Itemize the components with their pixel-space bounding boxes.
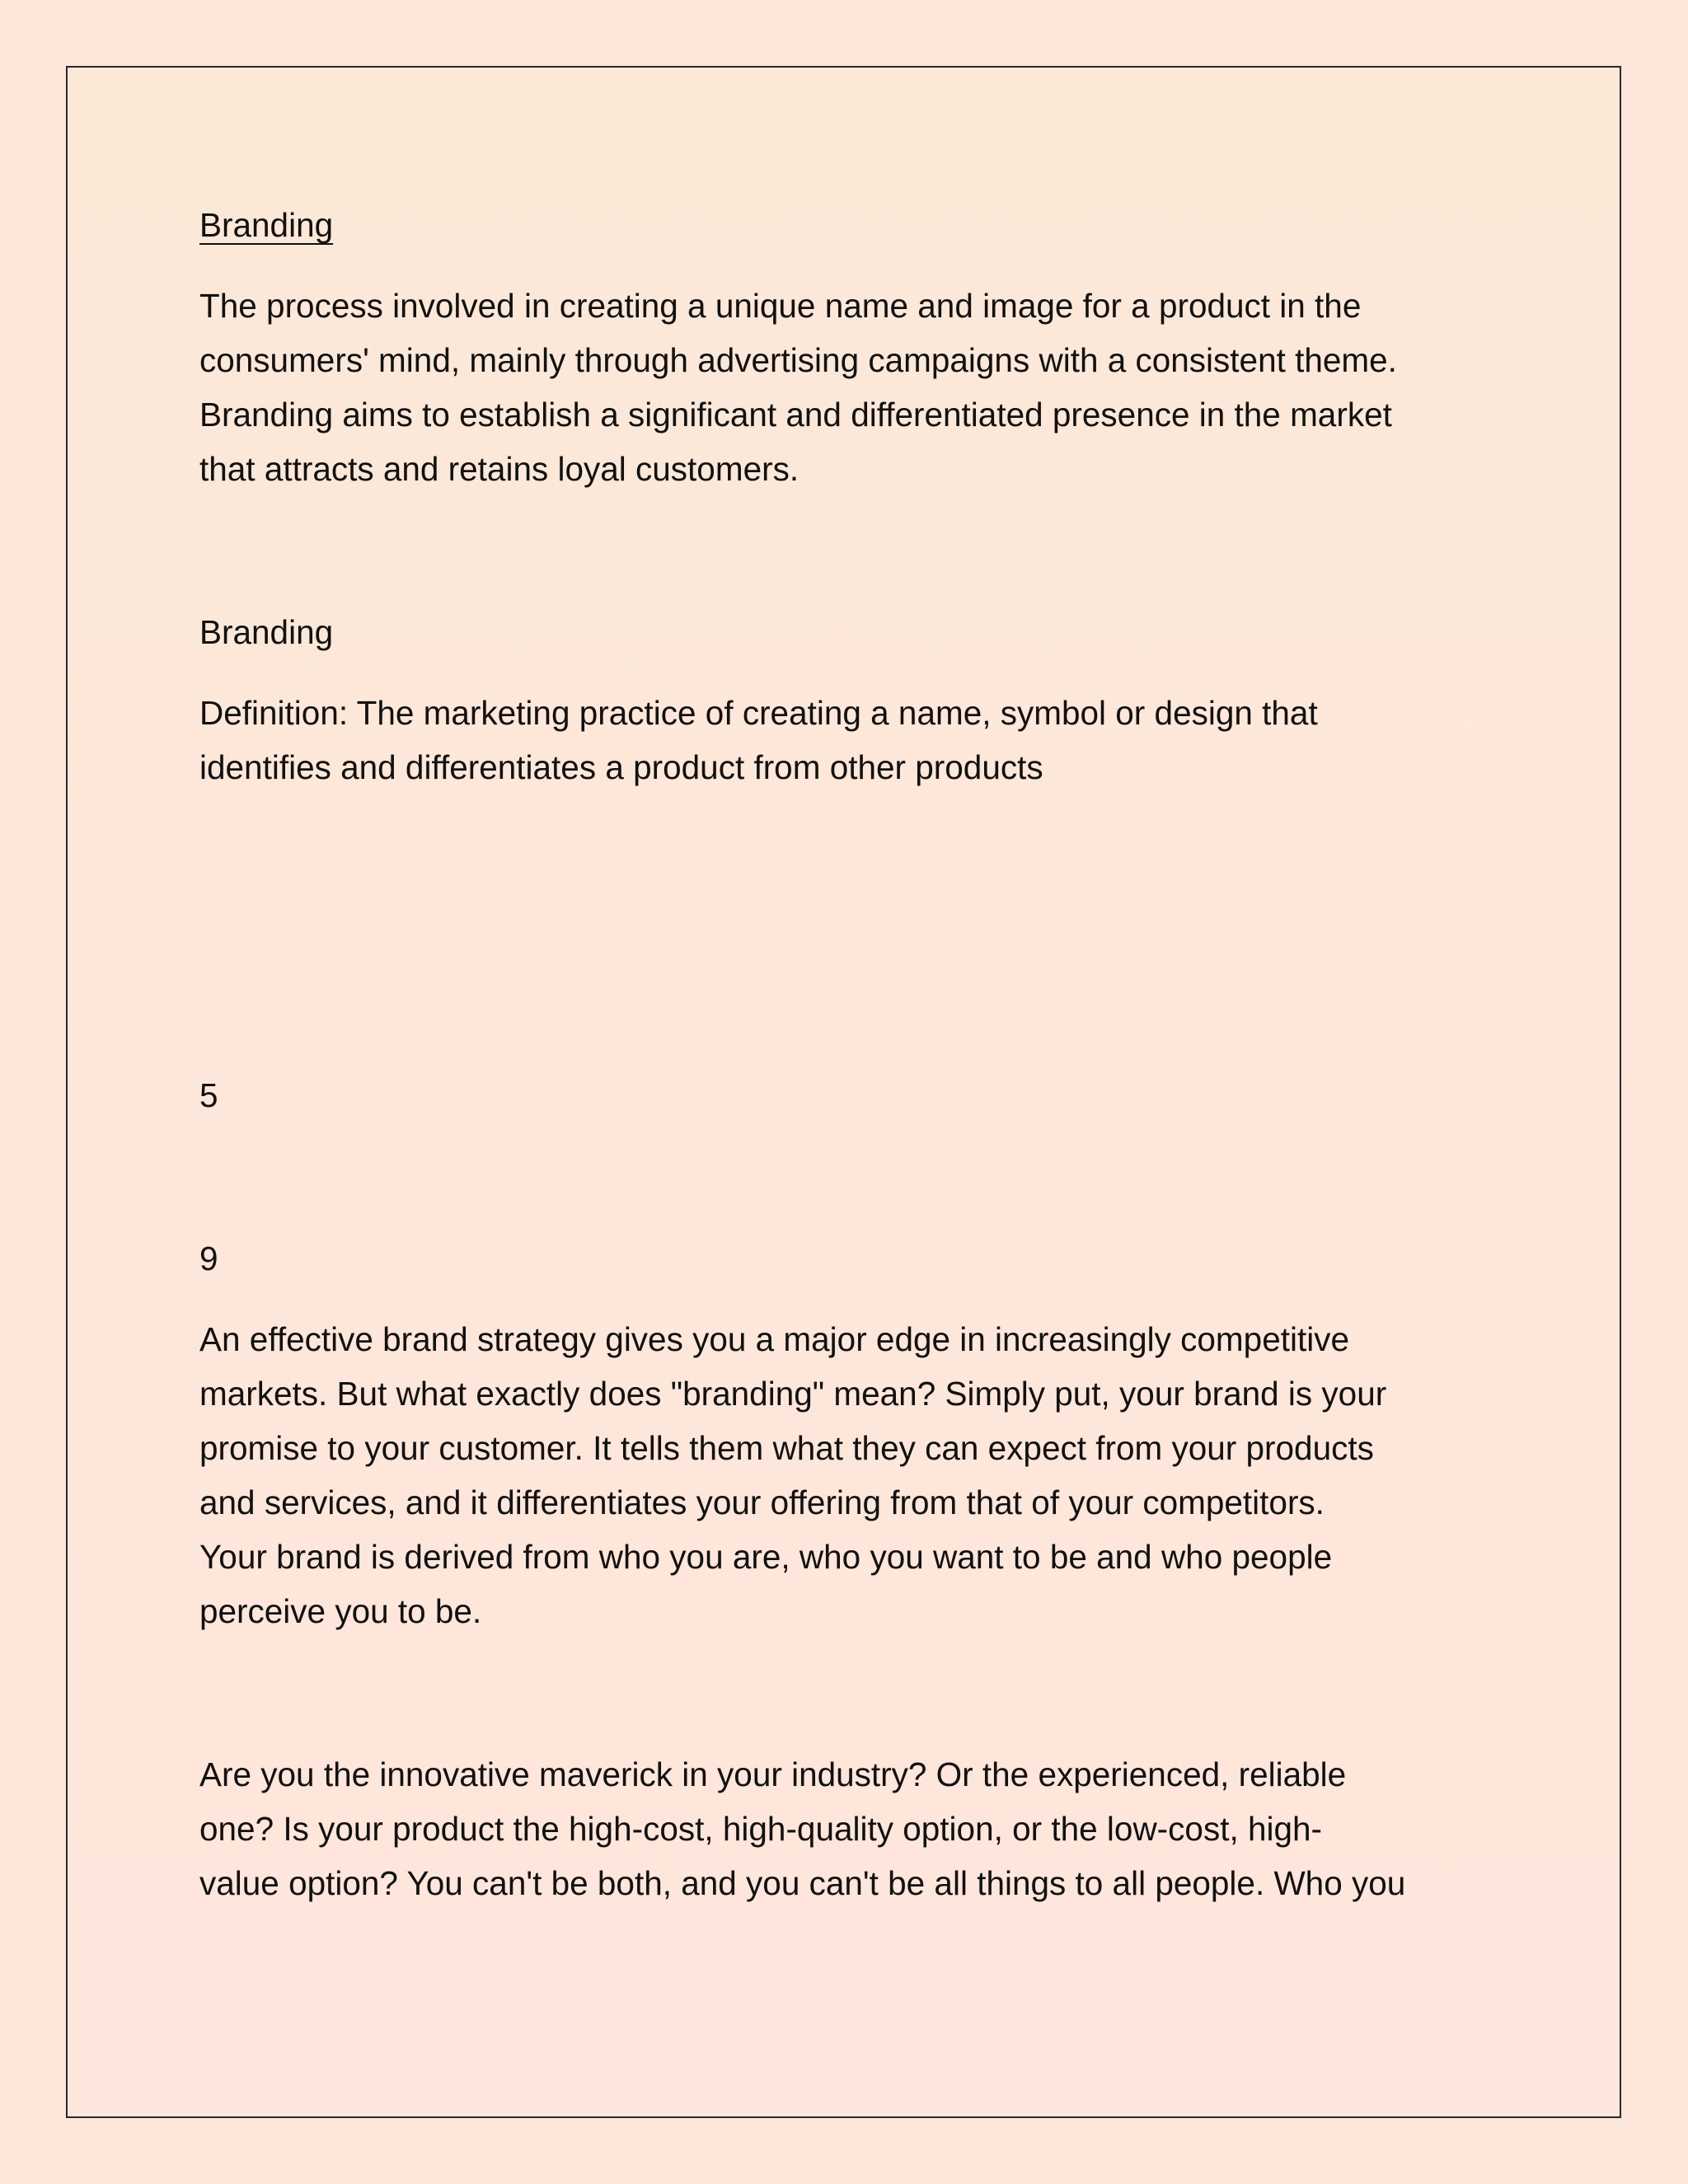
- paragraph-line: that attracts and retains loyal customers.: [199, 450, 799, 488]
- number-nine: 9: [199, 1240, 218, 1277]
- paragraph-maverick: [199, 1747, 1405, 1910]
- paragraph-line: An effective brand strategy gives you a major edge in increasingly competitive: [199, 1320, 1349, 1358]
- paragraph-line: consumers' mind, mainly through advertising campaigns with a consistent theme.: [199, 341, 1397, 379]
- paragraph-line: The process involved in creating a unique name and image for a product in the: [199, 287, 1362, 325]
- paragraph-line: one? Is your product the high-cost, high-quality option, or the low-cost, high-: [199, 1810, 1323, 1848]
- paragraph-line: and services, and it differentiates your offering from that of your competitors.: [199, 1483, 1325, 1521]
- paragraph-line: promise to your customer. It tells them what they can expect from your products: [199, 1429, 1374, 1467]
- paragraph-line: identifies and differentiates a product from other products: [199, 748, 1043, 786]
- paragraph-line: Are you the innovative maverick in your industry? Or the experienced, reliable: [199, 1755, 1347, 1793]
- paragraph-line: markets. But what exactly does "branding" mean? Simply put, your brand is your: [199, 1375, 1387, 1413]
- heading-branding: Branding: [199, 613, 334, 651]
- paragraph-brand-strategy: [199, 1312, 1386, 1638]
- paragraph-line: Your brand is derived from who you are, who you want to be and who people: [199, 1538, 1333, 1576]
- heading-branding-underlined: Branding: [199, 206, 334, 244]
- paragraph-branding-process: [199, 279, 1397, 496]
- paragraph-definition: [199, 686, 1318, 794]
- paragraph-line: Branding aims to establish a significant and differentiated presence in the market: [199, 396, 1392, 434]
- number-five: 5: [199, 1076, 218, 1114]
- paragraph-line: value option? You can't be both, and you can't be all things to all people. Who you: [199, 1864, 1406, 1902]
- paragraph-line: perceive you to be.: [199, 1592, 482, 1630]
- paragraph-line: Definition: The marketing practice of creating a name, symbol or design that: [199, 694, 1318, 732]
